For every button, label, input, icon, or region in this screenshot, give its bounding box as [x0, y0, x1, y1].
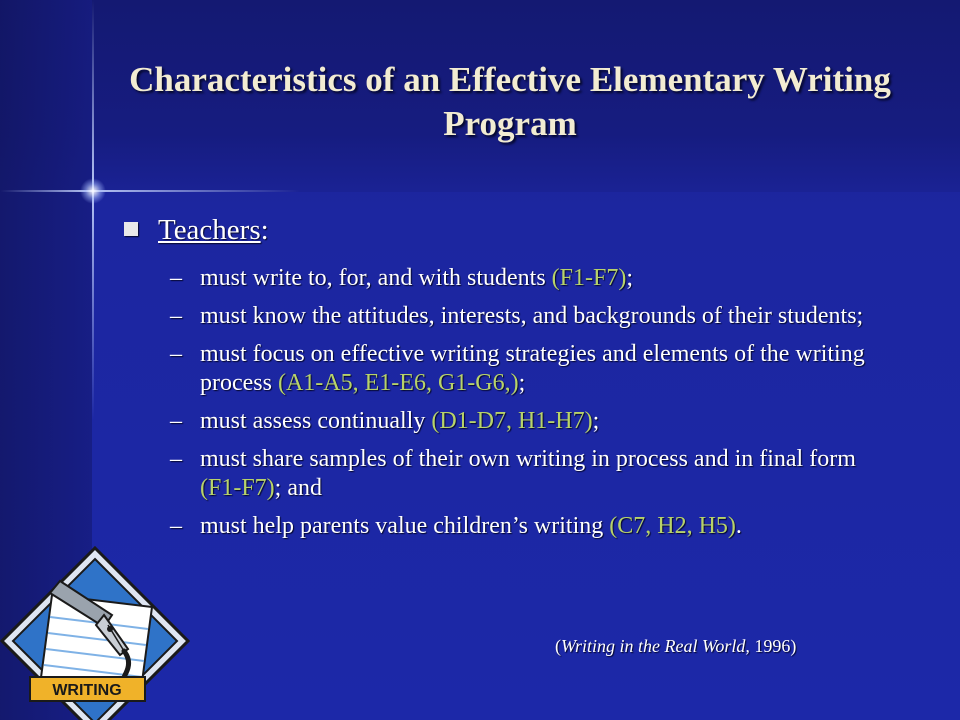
bullet-teachers: [124, 214, 269, 247]
citation-year: 1996): [749, 636, 797, 656]
dash-marker: –: [170, 265, 182, 291]
dash-marker: –: [170, 446, 182, 472]
dash-marker: –: [170, 341, 182, 367]
item-tail: ;: [626, 265, 634, 291]
citation-title: Writing in the Real World,: [561, 636, 750, 656]
item-reference: (F1-F7): [200, 475, 275, 501]
logo-label: WRITING: [52, 682, 122, 699]
item-tail: .: [735, 513, 742, 539]
item-tail: ;: [592, 408, 600, 434]
item-tail: ;: [518, 370, 526, 396]
item-reference: (D1-D7, H1-H7): [431, 408, 593, 434]
item-reference: (F1-F7): [551, 265, 627, 291]
star-horizontal-ray: [0, 190, 300, 192]
teachers-label: Teachers: [158, 214, 261, 246]
item-text: must assess continually: [200, 408, 432, 434]
list-item: [170, 445, 900, 503]
list-item: [170, 340, 900, 398]
item-reference: (A1-A5, E1-E6, G1-G6,): [277, 370, 519, 396]
list-item: [170, 264, 900, 293]
list-item: [170, 407, 900, 436]
slide-title: Characteristics of an Effective Elementary Writing Program: [129, 60, 891, 143]
item-text: must know the attitudes, interests, and backgrounds of their students;: [200, 303, 864, 329]
writing-logo: [0, 545, 190, 720]
dash-marker: –: [170, 513, 182, 539]
star-sparkle-icon: [80, 178, 106, 204]
square-bullet-icon: [124, 222, 138, 236]
item-reference: (C7, H2, H5): [609, 513, 736, 539]
list-item: [170, 302, 900, 331]
item-tail: ; and: [274, 475, 322, 501]
dash-marker: –: [170, 408, 182, 434]
citation: [555, 636, 796, 657]
citation-open: (: [555, 636, 561, 656]
star-vertical-ray: [92, 0, 94, 420]
item-text: must write to, for, and with students: [200, 265, 552, 291]
teachers-colon: :: [260, 214, 269, 246]
item-text: must help parents value children’s writing: [200, 513, 610, 539]
sub-bullet-list: [170, 264, 900, 550]
dash-marker: –: [170, 303, 182, 329]
list-item: [170, 512, 900, 541]
item-text: must focus on effective writing strategies and elements of the writing process: [200, 341, 865, 396]
item-text: must share samples of their own writing in process and in final form: [200, 446, 856, 472]
